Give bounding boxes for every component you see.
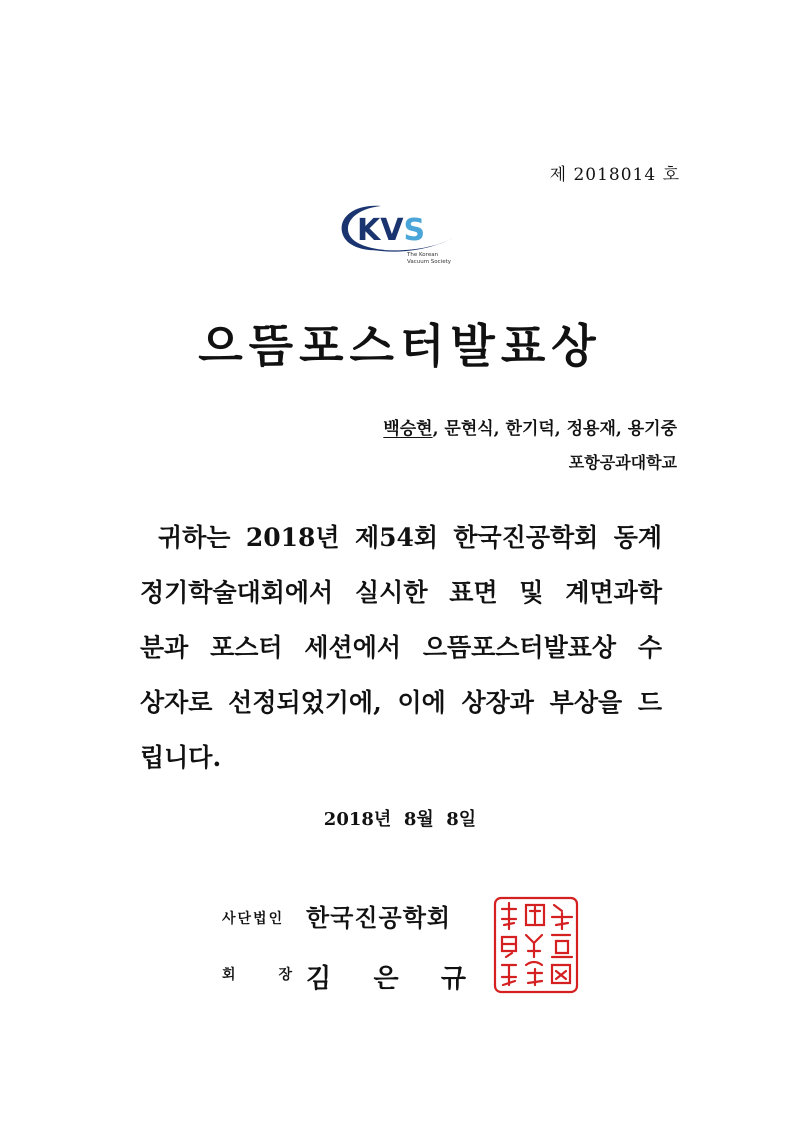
body-line-3: 분과 포스터 세션에서 으뜸포스터발표상 수 — [140, 633, 662, 662]
first-recipient: 백승현 — [383, 419, 433, 439]
logo-letter-s: S — [403, 213, 426, 248]
official-seal-icon — [492, 895, 580, 995]
org-type: 사단법인 — [222, 911, 285, 927]
award-body — [140, 510, 662, 785]
body-line-2: 정기학술대회에서 실시한 표면 및 계면과학 — [140, 578, 662, 607]
body-line-4: 상자로 선정되었기에, 이에 상장과 부상을 드 — [140, 688, 662, 717]
affiliation: 포항공과대학교 — [568, 453, 677, 472]
certificate-number: 제 2018014 호 — [549, 165, 680, 185]
other-recipients: , 문현식, 한기덕, 정용재, 용기중 — [432, 419, 677, 439]
award-date: 2018년 8월 8일 — [323, 809, 477, 830]
kvs-logo — [335, 198, 465, 268]
president-name: 김 은 규 — [306, 964, 466, 994]
body-line-1: 귀하는 2018년 제54회 한국진공학회 동계 — [158, 523, 662, 552]
logo-subtitle-2: Vacuum Society — [407, 259, 452, 265]
org-name: 한국진공학회 — [306, 904, 452, 932]
svg-text:KVS — [357, 213, 425, 248]
body-line-5: 립니다. — [140, 743, 222, 772]
recipients — [383, 414, 677, 439]
logo-subtitle-1: The Korean — [407, 252, 439, 258]
award-title: 으뜸포스터발표상 — [198, 319, 602, 373]
logo-letters-kv: KV — [357, 213, 404, 248]
president-title: 회 장 — [222, 967, 292, 983]
